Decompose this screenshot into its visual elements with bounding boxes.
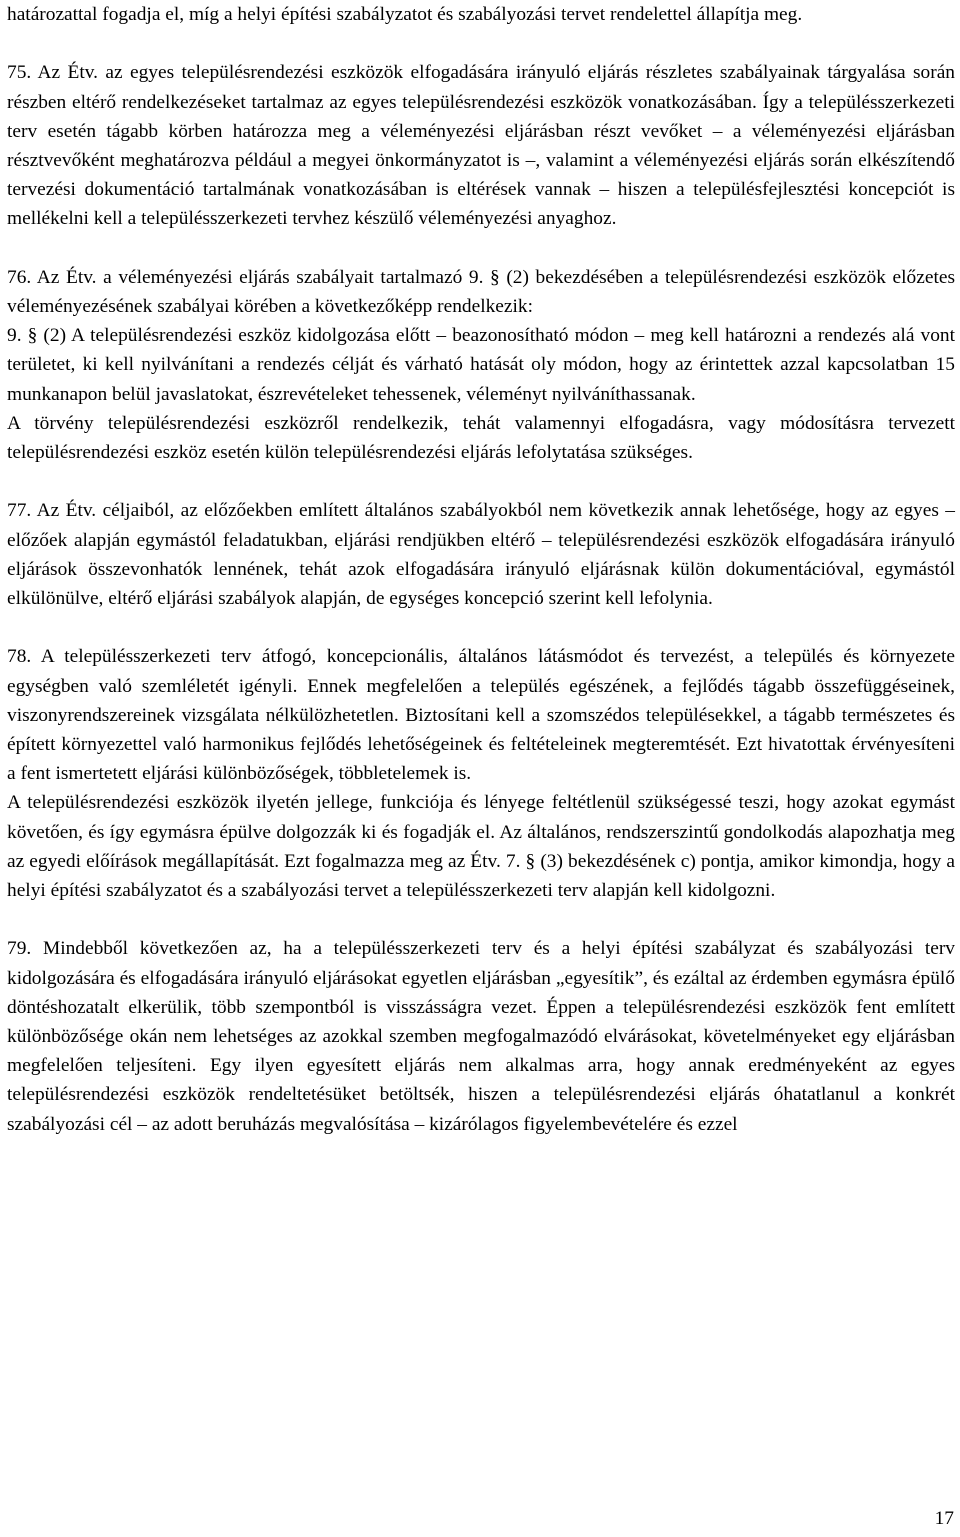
paragraph-76-conclusion: A törvény településrendezési eszközről rendelkezik, tehát valamennyi elfogadásra, vagy módosításra tervezett településrendezési eszköz esetén külön településrendezési eljárás lefolytatása szükséges. — [7, 412, 955, 464]
paragraph-78-continued: A településrendezési eszközök ilyetén jellege, funkciója és lényege feltétlenül szükségessé teszi, hogy azokat egymást követően, és így egymásra épülve dolgozzák ki és fogadják el. Az általános, rendszerszintű gondolkodás alapozhatja meg az egyedi előírások megállapítását. Ezt fogalmazza meg az Étv. 7. § (3) bekezdésének c) pontja, amikor kimondja, hogy a helyi építési szabályzatot és a szabályozási tervet a településszerkezeti terv alapján kell kidolgozni. — [7, 792, 955, 902]
paragraph-79: 79. Mindebből következően az, ha a településszerkezeti terv és a helyi építési szabályzat és szabályozási terv kidolgozására és elfogadására irányuló eljárásokat egyetlen eljárásban „egyesítik”, és ezáltal az érdemben egymásra épülő döntéshozatalt elkerülik, több szempontból is visszásságra vezet. Éppen a településrendezési eszközök fent említett különbözősége okán nem lehetséges az azokkal szemben megfogalmazódó elvárásokat, követelményeket egy eljárásban megfelelően teljesíteni. Egy ilyen egyesített eljárás nem alkalmas arra, hogy annak eredményeként az egyes településrendezési eszközök rendeltetésüket betöltsék, hiszen a településrendezési eljárás óhatatlanul a konkrét szabályozási cél – az adott beruházás megvalósítása – kizárólagos figyelembevételére és ezzel — [7, 938, 955, 1135]
document-page — [7, 0, 955, 1139]
paragraph-continuation: határozattal fogadja el, míg a helyi építési szabályzatot és szabályozási tervet rendelettel állapítja meg. — [7, 4, 803, 25]
paragraph-77: 77. Az Étv. céljaiból, az előzőekben említett általános szabályokból nem következik annak lehetősége, hogy az egyes – előzőek alapján egymástól feladatukban, eljárási rendjükben eltérő – településrendezési eszközök elfogadására irányuló eljárások összevonhatók lennének, tehát azok elfogadására irányuló eljárásnak külön dokumentációval, egymástól elkülönülve, eltérő eljárási szabályok alapján, de egységes koncepció szerint kell lefolynia. — [7, 500, 955, 610]
paragraph-75: 75. Az Étv. az egyes településrendezési eszközök elfogadására irányuló eljárás részletes szabályainak tárgyalása során részben eltérő rendelkezéseket tartalmaz az egyes településrendezési eszközök vonatkozásában. Így a településszerkezeti terv esetén tágabb körben határozza meg a véleményezési eljárásban részt vevőket – a véleményezési eljárásban résztvevőként meghatározva például a megyei önkormányzatot is –, valamint a véleményezési eljárás során elkészítendő tervezési dokumentáció tartalmának vonatkozásában is eltérések vannak – hiszen a településfejlesztési koncepciót is mellékelni kell a településszerkezeti tervhez készülő véleményezési anyaghoz. — [7, 62, 955, 230]
page-number: 17 — [934, 1508, 954, 1529]
paragraph-76-quote: 9. § (2) A településrendezési eszköz kidolgozása előtt – beazonosítható módon – meg kell határozni a rendezés alá vont területet, ki kell nyilvánítani a rendezés célját és várható hatását oly módon, hogy az érintettek azzal kapcsolatban 15 munkanapon belül javaslatokat, észrevételeket tehessenek, véleményt nyilváníthassanak. — [7, 325, 955, 405]
paragraph-78: 78. A településszerkezeti terv átfogó, koncepcionális, általános látásmódot és tervezést, a település és környezete egységben való szemléletét igényli. Ennek megfelelően a település egészének, a fejlődés tágabb összefüggéseinek, viszonyrendszereinek vizsgálata nélkülözhetetlen. Biztosítani kell a szomszédos településekkel, a tágabb természetes és épített környezettel való harmonikus fejlődés lehetőségeinek és feltételeinek megteremtését. Ezt hivatottak érvényesíteni a fent ismertetett eljárási különbözőségek, többletelemek is. — [7, 646, 955, 785]
paragraph-76: 76. Az Étv. a véleményezési eljárás szabályait tartalmazó 9. § (2) bekezdésében a településrendezési eszközök előzetes véleményezésének szabályai körében a következőképp rendelkezik: — [7, 266, 955, 317]
